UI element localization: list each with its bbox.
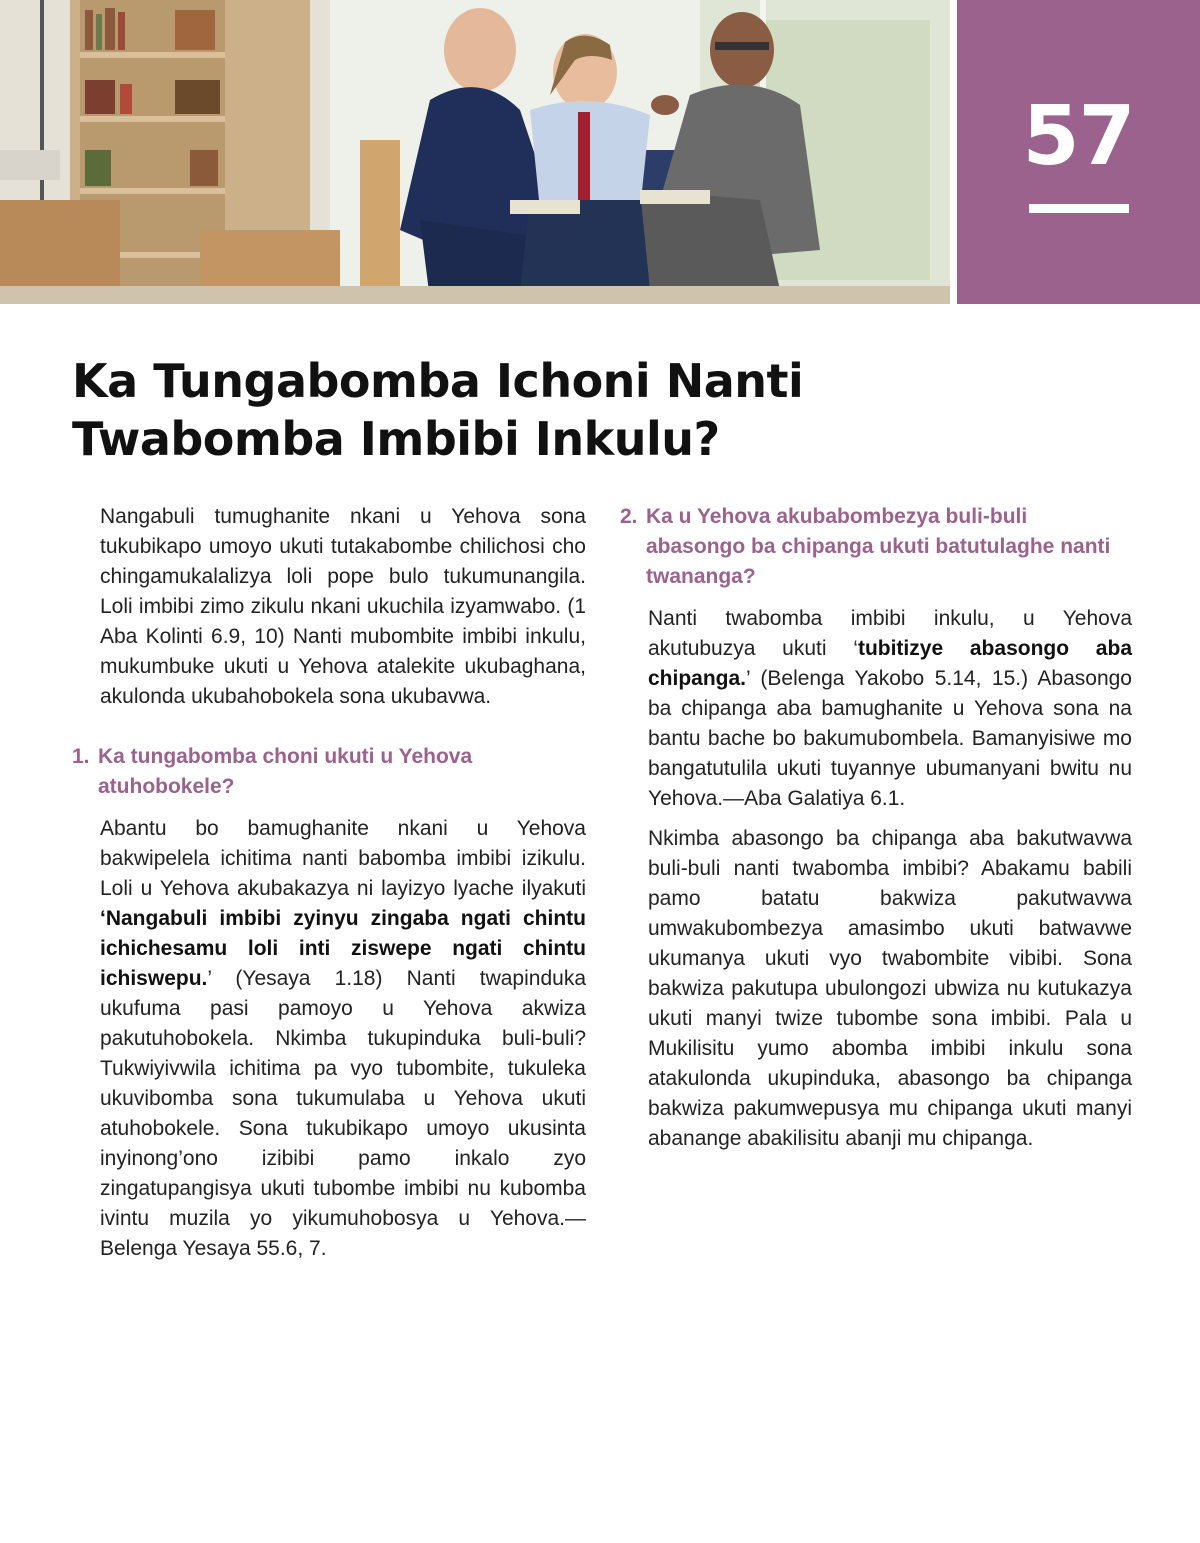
intro-paragraph: Nangabuli tumughanite nkani u Yehova sona tukubikapo umoyo ukuti tutakabombe chilichosi cho chingamukalalizya loli pope bulo tukumunangila. Loli imbibi zimo zikulu nkani ukuchila izyamwabo. (1 Aba Kolinti 6.9, 10) Nanti mubombite imbibi inkulu, mukumbuke ukuti u Yehova atalekite ukubaghana, akulonda ukubahobokela sona ukubavwa. bbox=[100, 505, 586, 708]
question-2-text: Ka u Yehova akubabombezya buli-buli abasongo ba chipanga ukuti batutulaghe nanti twananga? bbox=[646, 505, 1111, 588]
left-column bbox=[72, 502, 586, 1274]
answer-2-text-b: ’ (Belenga Yakobo 5.14, 15.) Abasongo ba chipanga aba bamughanite u Yehova sona na bantu bache bo bakumubombela. Bamanyisiwe mo bangatutulila ukuti tuyannye ubumanyani bwitu nu Yehova.—Aba Galatiya 6.1. bbox=[648, 667, 1132, 810]
question-2-answer-2: Nkimba abasongo ba chipanga aba bakutwavwa buli-buli nanti twabomba imbibi? Abakamu babili pamo batatu bakwiza pakutwavwa umwakubombezya amasimbo ukuti batwavwe ukumanya ukuti vyo twabombite vibibi. Sona bakwiza pakutupa ubulongozi ubwiza nu kutukazya ukuti manyi twize tubombe sona imbibi. Pala u Mukilisitu yumo abomba imbibi inkulu sona atakulonda ukupinduka, abasongo ba chipanga bakwiza pakumwepusya mu chipanga ukuti manyi abanange abakilisitu abanji mu chipanga. bbox=[648, 827, 1132, 1150]
lesson-number-box bbox=[957, 0, 1200, 304]
lesson-number-underline bbox=[1029, 204, 1129, 213]
question-2 bbox=[620, 502, 1132, 592]
page-title-line-2: Twabomba Imbibi Inkulu? bbox=[72, 412, 720, 466]
question-1-text: Ka tungabomba choni ukuti u Yehova atuhobokele? bbox=[98, 745, 473, 798]
page-title-line-1: Ka Tungabomba Ichoni Nanti bbox=[72, 354, 804, 408]
answer-1-text-b: ’ (Yesaya 1.18) Nanti twapinduka ukufuma pasi pamoyo u Yehova akwiza pakutuhobokela. Nkimba tukupinduka buli-buli? Tukwiyivwila ichitima pa vyo tubombite, tukuleka ukuvibomba sona tukumulaba u Yehova ukuti atuhobokele. Sona tukubikapo umoyo ukusinta inyinong’ono izibibi pamo inkalo zyo zingatupangisya ukuti tubombe imbibi nu kubomba ivintu muzila yo yikumuhobosya u Yehova.—Belenga Yesaya 55.6, 7. bbox=[100, 967, 586, 1260]
lesson-number: 57 bbox=[1022, 89, 1135, 184]
answer-1-quote-bold: ‘Nangabuli imbibi zyinyu zingaba ngati chintu ichichesamu loli inti ziswepe ngati chintu ichiswepu. bbox=[100, 907, 586, 990]
answer-1-text-a: Abantu bo bamughanite nkani u Yehova bakwipelela ichitima nanti babomba imbibi izikulu. Loli u Yehova akubakazya ni layizyo lyache ilyakuti bbox=[100, 817, 586, 900]
question-2-number: 2. bbox=[620, 505, 638, 528]
answer-2-text-a: Nanti twabomba imbibi inkulu, u Yehova akutubuzya ukuti ‘ bbox=[648, 607, 1132, 660]
header-photo bbox=[0, 0, 950, 304]
answer-2-quote-bold: tubitizye abasongo aba chipanga. bbox=[648, 637, 1132, 690]
question-1 bbox=[72, 742, 586, 802]
question-2-answer-1 bbox=[648, 604, 1132, 814]
meeting-photo-illustration bbox=[0, 0, 950, 304]
right-column bbox=[620, 502, 1132, 1164]
question-1-number: 1. bbox=[72, 745, 90, 768]
question-1-answer bbox=[100, 814, 586, 1264]
page-title bbox=[72, 352, 972, 468]
